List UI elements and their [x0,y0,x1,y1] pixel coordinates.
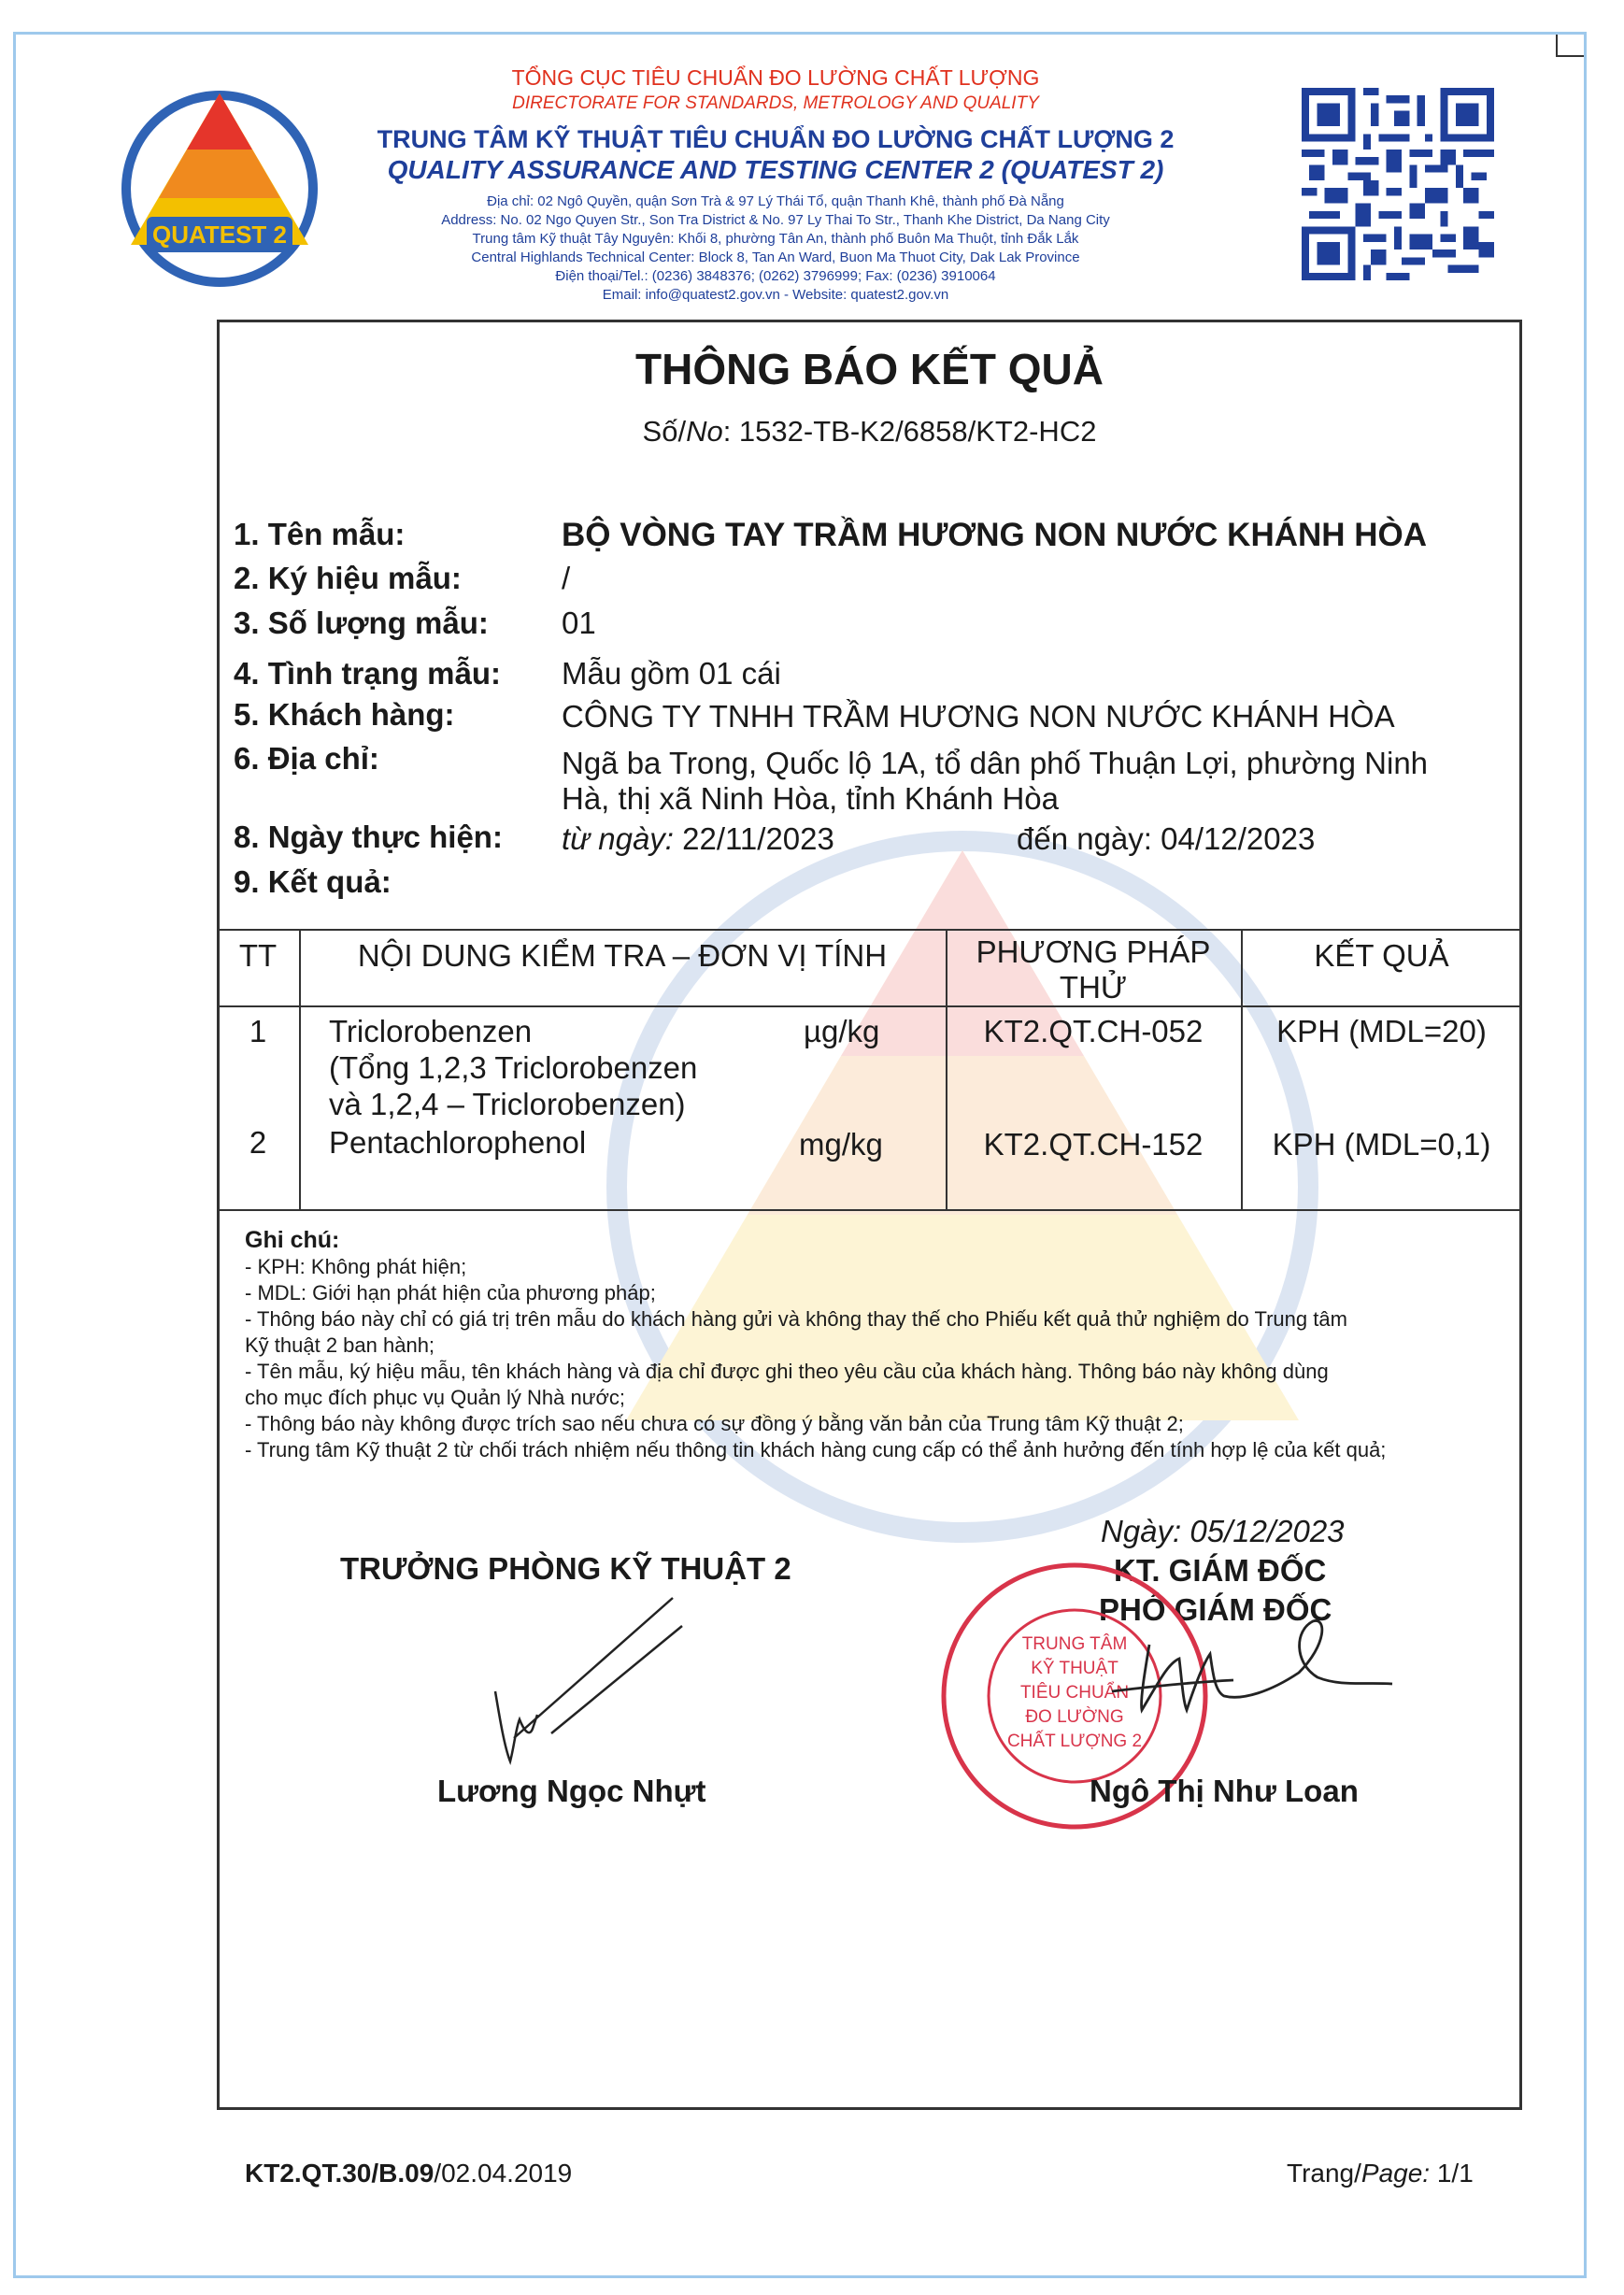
stamp-line: KỸ THUẬT [1031,1659,1118,1678]
form-code-bold: KT2.QT.30/B.09 [245,2159,434,2188]
date-from-value: 22/11/2023 [673,821,834,856]
stamp-line: CHẤT LƯỢNG 2 [1006,1732,1143,1751]
customer-address-line2: Hà, thị xã Ninh Hòa, tỉnh Khánh Hòa [562,781,1059,816]
table-rule [217,1005,1522,1007]
page-number [1287,2159,1474,2188]
row2-unit: mg/kg [799,1127,883,1162]
address-line: Trung tâm Kỹ thuật Tây Nguyên: Khối 8, phường Tân An, thành phố Buôn Ma Thuột, tỉnh Đắk Lắk [472,231,1079,247]
right-signer-position: PHÓ GIÁM ĐỐC [1099,1592,1332,1627]
agency-vn: TỔNG CỤC TIÊU CHUẨN ĐO LƯỜNG CHẤT LƯỢNG [511,65,1040,90]
note-line: - KPH: Không phát hiện; [245,1255,467,1278]
qr-code [1302,88,1494,280]
note-line: cho mục đích phục vụ Quản lý Nhà nước; [245,1386,626,1409]
row1-method: KT2.QT.CH-052 [983,1014,1204,1048]
form-code-date: /02.04.2019 [434,2159,573,2188]
label-test-date: 8. Ngày thực hiện: [234,820,503,854]
col-header-method-2: THỬ [1059,970,1128,1005]
sample-quantity: 01 [562,606,596,640]
label-sample-name: 1. Tên mẫu: [234,517,406,551]
row1-name-line3: và 1,2,4 – Triclorobenzen) [329,1087,686,1121]
signing-date: Ngày: 05/12/2023 [1101,1514,1345,1548]
contact-line: Điện thoại/Tel.: (0236) 3848376; (0262) 3796999; Fax: (0236) 3910064 [555,268,996,284]
row1-tt: 1 [249,1014,267,1048]
right-signer-name: Ngô Thị Như Loan [1090,1774,1359,1808]
right-signer-title: KT. GIÁM ĐỐC [1114,1553,1327,1588]
center-en: QUALITY ASSURANCE AND TESTING CENTER 2 (QUATEST 2) [387,155,1164,184]
label-address: 6. Địa chỉ: [234,741,379,776]
date-to [1017,821,1315,857]
row2-result: KPH (MDL=0,1) [1272,1127,1491,1162]
row1-unit: µg/kg [804,1014,880,1048]
date-to-value: 04/12/2023 [1151,821,1316,856]
note-line: Kỹ thuật 2 ban hành; [245,1333,435,1357]
document-title: THÔNG BÁO KẾT QUẢ [635,345,1104,393]
number-value: : 1532-TB-K2/6858/KT2-HC2 [722,415,1097,448]
document-number [217,415,1522,449]
logo-text: QUATEST 2 [152,221,287,249]
date-from-label: từ ngày: [562,821,674,856]
row1-name-line2: (Tổng 1,2,3 Triclorobenzen [329,1050,698,1085]
center-vn: TRUNG TÂM KỸ THUẬT TIÊU CHUẨN ĐO LƯỜNG CHẤT LƯỢNG 2 [377,125,1175,153]
note-line: - MDL: Giới hạn phát hiện của phương pháp; [245,1281,656,1304]
row1-name: Triclorobenzen [329,1014,533,1048]
label-sample-quantity: 3. Số lượng mẫu: [234,606,489,640]
col-header-method: PHƯƠNG PHÁP [976,934,1211,969]
col-header-result: KẾT QUẢ [1314,938,1449,973]
agency-en: DIRECTORATE FOR STANDARDS, METROLOGY AND QUALITY [512,93,1039,113]
table-rule [217,929,1522,931]
sample-name: BỘ VÒNG TAY TRẦM HƯƠNG NON NƯỚC KHÁNH HÒA [562,517,1428,553]
sample-condition: Mẫu gồm 01 cái [562,656,781,691]
right-signature [1093,1607,1411,1757]
note-line: - Tên mẫu, ký hiệu mẫu, tên khách hàng và địa chỉ được ghi theo yêu cầu của khách hàng. Thông báo này không dùng [245,1360,1329,1383]
row2-method: KT2.QT.CH-152 [983,1127,1204,1162]
stamp-line: TIÊU CHUẨN [1019,1683,1130,1703]
corner-mark [1556,35,1584,57]
form-code [245,2159,572,2188]
label-customer: 5. Khách hàng: [234,697,455,732]
address-line: Central Highlands Technical Center: Block 8, Tan An Ward, Buon Ma Thuot City, Dak Lak Province [471,249,1080,265]
left-signer-title: TRƯỞNG PHÒNG KỸ THUẬT 2 [340,1551,791,1586]
label-sample-code: 2. Ký hiệu mẫu: [234,561,462,595]
address-line: Địa chỉ: 02 Ngô Quyền, quận Sơn Trà & 97 Lý Thái Tổ, quận Thanh Khê, thành phố Đà Nẵng [487,193,1064,209]
page-label: Trang/ [1287,2159,1361,2188]
number-label-en: No [686,415,723,448]
row2-tt: 2 [249,1125,267,1160]
row1-result: KPH (MDL=20) [1276,1014,1487,1048]
notes-section [245,1226,1502,1463]
note-line: - Thông báo này chỉ có giá trị trên mẫu do khách hàng gửi và không thay thế cho Phiếu kết quả thử nghiệm do Trung tâm [245,1307,1347,1331]
date-to-label: đến ngày: [1017,821,1152,856]
page-label-en: Page: [1360,2159,1431,2188]
col-header-content: NỘI DUNG KIỂM TRA – ĐƠN VỊ TÍNH [357,938,888,973]
customer-name: CÔNG TY TNHH TRẦM HƯƠNG NON NƯỚC KHÁNH HÒA [562,699,1395,734]
label-results: 9. Kết quả: [234,864,392,899]
table-rule [217,1209,1522,1211]
left-signature [458,1589,701,1775]
customer-address-line1: Ngã ba Trong, Quốc lộ 1A, tổ dân phố Thuận Lợi, phường Ninh [562,746,1429,780]
stamp-line: TRUNG TÂM [1021,1634,1128,1654]
left-signer-name: Lương Ngọc Nhựt [437,1774,706,1808]
label-sample-condition: 4. Tình trạng mẫu: [234,656,502,691]
page-value: 1/1 [1430,2159,1474,2188]
date-from [562,821,834,857]
note-line: - Thông báo này không được trích sao nếu chưa có sự đồng ý bằng văn bản của Trung tâm Kỹ thuật 2; [245,1412,1184,1435]
notes-heading: Ghi chú: [245,1227,340,1253]
stamp-line: ĐO LƯỜNG [1025,1707,1124,1727]
row2-name: Pentachlorophenol [329,1125,587,1160]
col-header-tt: TT [238,938,278,973]
note-line: - Trung tâm Kỹ thuật 2 từ chối trách nhiệm nếu thông tin khách hàng cung cấp có thể ảnh hưởng đến tính hợp lệ của kết quả; [245,1438,1387,1461]
quatest-logo [117,86,322,292]
email-line: Email: info@quatest2.gov.vn - Website: quatest2.gov.vn [602,287,949,303]
number-label: Số/ [642,415,687,448]
address-line: Address: No. 02 Ngo Quyen Str., Son Tra District & No. 97 Ly Thai To Str., Thanh Khe District, Da Nang City [441,212,1110,228]
sample-code: / [562,561,571,595]
